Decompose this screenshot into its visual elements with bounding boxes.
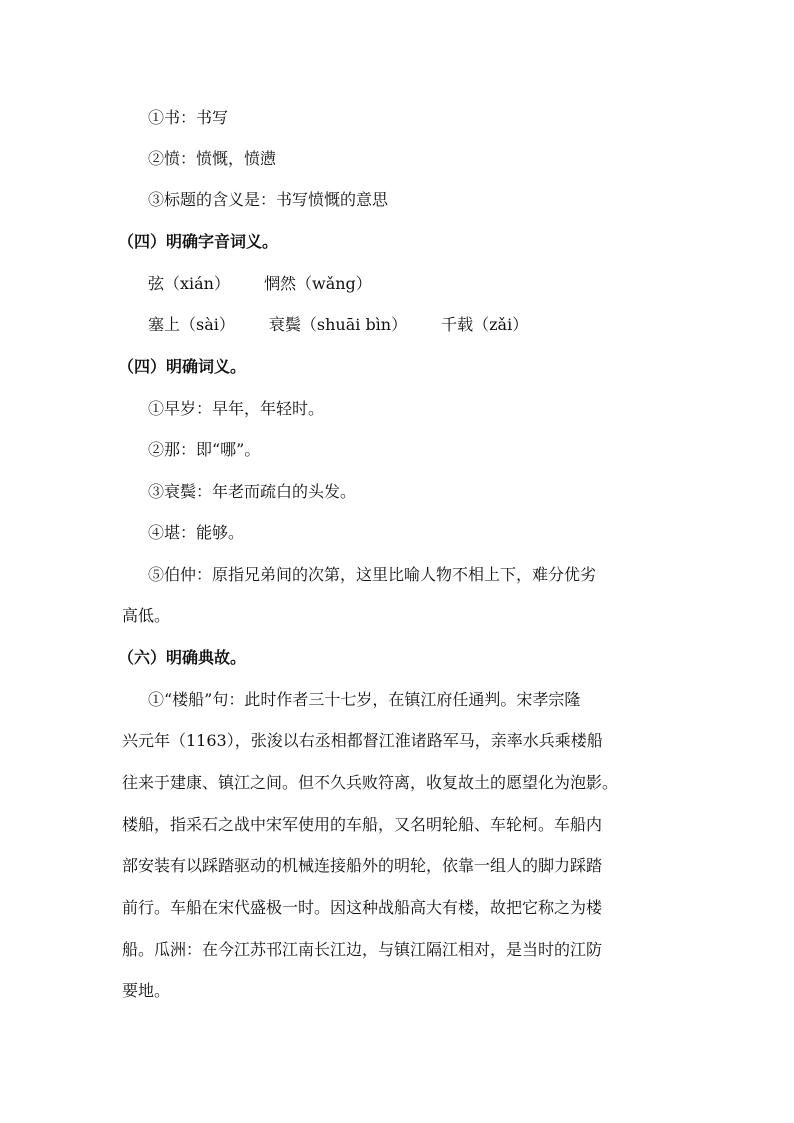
word-meaning-5-line-1: ⑤伯仲：原指兄弟间的次第，这里比喻人物不相上下，难分优劣 xyxy=(148,565,597,584)
allusion-paragraph-line-2: 兴元年（1163），张浚以右丞相都督江淮诸路军马，亲率水兵乘楼船 xyxy=(122,731,603,750)
section-heading-word-meaning: （四）明确词义。 xyxy=(118,357,247,376)
allusion-paragraph-line-1: ①“楼船”句：此时作者三十七岁，在镇江府任通判。宋孝宗隆 xyxy=(148,690,581,709)
word-meaning-3: ③衰鬓：年老而疏白的头发。 xyxy=(148,482,357,501)
allusion-paragraph-line-7: 船。瓜洲：在今江苏邗江南长江边，与镇江隔江相对，是当时的江防 xyxy=(122,940,603,959)
word-meaning-5-line-2: 高低。 xyxy=(122,606,171,625)
pronunciation-sai: 塞上（sài） xyxy=(148,315,235,334)
allusion-paragraph-line-3: 往来于建康、镇江之间。但不久兵败符离，收复故土的愿望化为泡影。 xyxy=(122,773,619,792)
word-meaning-2: ②那：即“哪”。 xyxy=(148,440,261,459)
pronunciation-wang: 惘然（wǎng） xyxy=(264,274,372,293)
word-meaning-4: ④堪：能够。 xyxy=(148,523,245,542)
pronunciation-row-1 xyxy=(148,273,372,295)
definition-shu: ①书：书写 xyxy=(148,108,229,127)
pronunciation-xian: 弦（xián） xyxy=(148,274,230,293)
pronunciation-shuaibin: 衰鬓（shuāi bìn） xyxy=(268,315,408,334)
section-heading-allusion: （六）明确典故。 xyxy=(118,648,247,667)
pronunciation-row-2 xyxy=(148,314,528,336)
pronunciation-zai: 千载（zǎi） xyxy=(441,315,529,334)
title-meaning: ③标题的含义是：书写愤慨的意思 xyxy=(148,190,389,209)
section-heading-pronunciation: （四）明确字音词义。 xyxy=(118,232,279,251)
allusion-paragraph-line-5: 部安装有以踩踏驱动的机械连接船外的明轮，依靠一组人的脚力踩踏 xyxy=(122,856,603,875)
allusion-paragraph-line-4: 楼船，指采石之战中宋军使用的车船，又名明轮船、车轮柯。车船内 xyxy=(122,815,603,834)
definition-fen: ②愤：愤慨，愤懑 xyxy=(148,149,277,168)
allusion-paragraph-line-8: 要地。 xyxy=(122,981,171,1000)
allusion-paragraph-line-6: 前行。车船在宋代盛极一时。因这种战船高大有楼，故把它称之为楼 xyxy=(122,898,603,917)
word-meaning-1: ①早岁：早年，年轻时。 xyxy=(148,399,325,418)
